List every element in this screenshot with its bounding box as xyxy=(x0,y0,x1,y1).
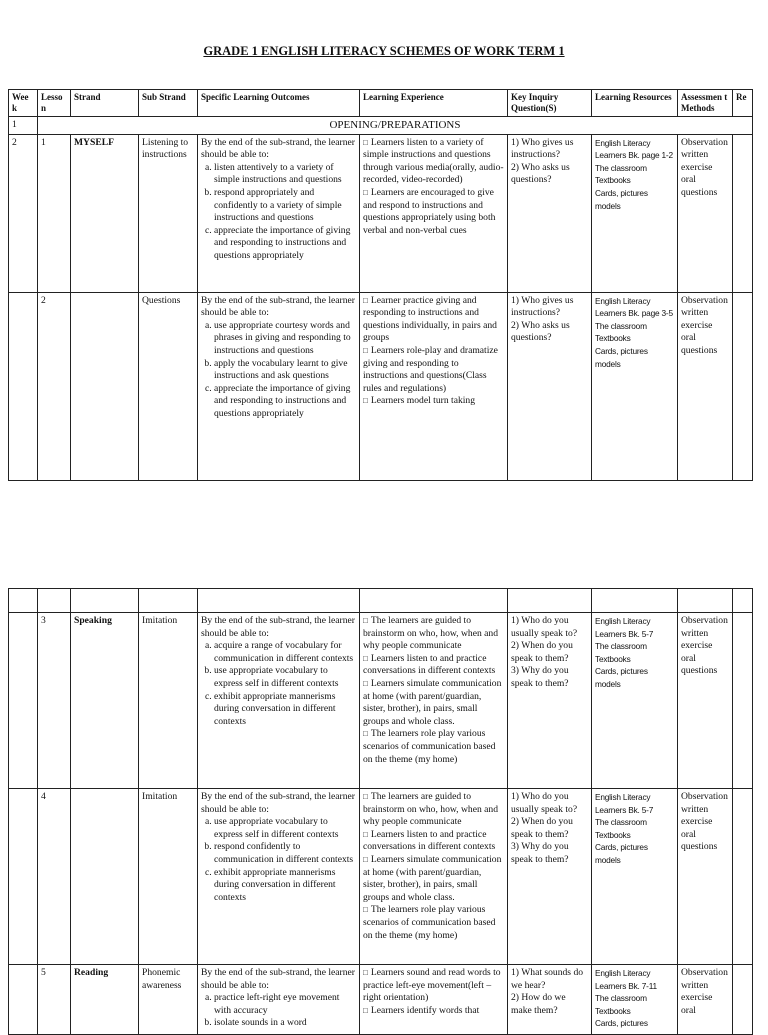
assessment-item: oral questions xyxy=(681,174,718,198)
cell-strand xyxy=(71,789,139,965)
cell-resources xyxy=(592,292,678,480)
cell-strand: Speaking xyxy=(71,613,139,789)
resource-item: English Literacy Learners Bk. page 3-5 xyxy=(595,295,673,319)
cell-lesson: 4 xyxy=(38,789,71,965)
cell-lesson: 2 xyxy=(38,292,71,480)
experience-item: □ Learners identify words that xyxy=(363,1005,504,1018)
resource-item: English Literacy Learners Bk. 7-11 xyxy=(595,968,657,991)
resource-item: Textbooks xyxy=(595,333,631,344)
header-strand: Strand xyxy=(71,90,139,117)
resource-item: English Literacy Learners Bk. 5-7 xyxy=(595,616,654,639)
experience-item: □ Learner practice giving and responding to instructions and questions individually, in pairs and groups xyxy=(363,295,504,345)
experience-item: □ The learners role play various scenarios of communication based on the theme (my home) xyxy=(363,904,504,942)
outcome-item: b. respond appropriately and confidently to a variety of simple instructions and questions xyxy=(214,187,356,225)
resource-item: Textbooks xyxy=(595,653,631,664)
assessment-item: Observation xyxy=(681,136,728,148)
resource-item: The classroom xyxy=(595,817,647,828)
outcome-item: c. appreciate the importance of giving and responding to instructions and questions appropriately xyxy=(214,225,356,263)
header-assessment: Assessmen t Methods xyxy=(678,90,733,117)
header-questions: Key Inquiry Question(S) xyxy=(508,90,592,117)
outcomes-intro: By the end of the sub-strand, the learner should be able to: xyxy=(201,791,355,815)
cell-remarks xyxy=(733,292,753,480)
experience-item: □ The learners are guided to brainstorm on who, how, when and why people communicate xyxy=(363,791,504,829)
cell-week xyxy=(9,292,38,480)
table-row xyxy=(9,613,753,789)
table-row xyxy=(9,965,753,1035)
outcome-item: b. use appropriate vocabulary to express self in different contexts xyxy=(214,665,356,690)
cell-assessment xyxy=(678,134,733,292)
outcome-item: c. exhibit appropriate mannerisms during conversation in different contexts xyxy=(214,691,356,729)
resource-item: The classroom xyxy=(595,162,647,173)
outcomes-list xyxy=(201,162,356,263)
cell-remarks xyxy=(733,965,753,1035)
outcomes-intro: By the end of the sub-strand, the learner should be able to: xyxy=(201,294,355,319)
cell-remarks xyxy=(733,134,753,292)
assessment-item: written exercise xyxy=(681,803,713,828)
resource-item: Cards, pictures models xyxy=(595,345,648,369)
cell-questions xyxy=(508,292,592,480)
resource-item: English Literacy Learners Bk. page 1-2 xyxy=(595,137,673,161)
experience-item: □ Learners simulate communication at home (with parent/guardian, sister, brother), in pairs, small groups and whole class. xyxy=(363,854,504,904)
assessment-item: Observation xyxy=(681,967,728,978)
outcome-item: b. respond confidently to communication in different contexts xyxy=(214,841,356,866)
cell-questions xyxy=(508,965,592,1035)
outcome-item: a. acquire a range of vocabulary for communication in different contexts xyxy=(214,640,356,665)
experience-item: □ Learners listen to a variety of simple instructions and questions through various media(orally, audio-recorded, video-recorded) xyxy=(363,137,504,187)
assessment-item: written exercise xyxy=(681,627,713,652)
question-item: 2) Who asks us questions? xyxy=(511,161,570,186)
assessment-item: written exercise xyxy=(681,149,713,173)
experience-item: □ Learners model turn taking xyxy=(363,395,504,408)
header-substrand: Sub Strand xyxy=(139,90,198,117)
schemes-table-page-2 xyxy=(8,588,753,1035)
blank-header-row xyxy=(9,589,753,613)
assessment-item: oral xyxy=(681,1004,696,1016)
resource-item: Textbooks xyxy=(595,1005,631,1016)
question-item: 2) When do you speak to them? xyxy=(511,640,573,664)
question-item: 1) Who gives us instructions? xyxy=(511,294,574,319)
experience-item: □ Learners are encouraged to give and respond to instructions and questions appropriately using both verbal and non-verbal cues xyxy=(363,187,504,237)
cell-week: 2 xyxy=(9,134,38,292)
experience-item: □ Learners listen to and practice conversations in different contexts xyxy=(363,653,504,678)
outcome-item: b. apply the vocabulary learnt to give instructions and ask questions xyxy=(214,358,356,383)
cell-experience xyxy=(360,789,508,965)
question-item: 3) Why do you speak to them? xyxy=(511,665,569,689)
header-outcomes: Specific Learning Outcomes xyxy=(198,90,360,117)
question-item: 3) Why do you speak to them? xyxy=(511,841,569,865)
assessment-item: oral questions xyxy=(681,828,718,853)
resource-item: Cards, pictures models xyxy=(595,842,648,865)
cell-remarks xyxy=(733,789,753,965)
page-title: GRADE 1 ENGLISH LITERACY SCHEMES OF WORK TERM 1 xyxy=(203,44,565,58)
resource-item: Cards, pictures xyxy=(595,1018,648,1029)
cell-experience xyxy=(360,965,508,1035)
header-week: Wee k xyxy=(9,90,38,117)
cell-strand: Reading xyxy=(71,965,139,1035)
cell-substrand: Imitation xyxy=(139,789,198,965)
cell-week: 1 xyxy=(9,117,38,135)
resource-item: The classroom xyxy=(595,641,647,652)
cell-strand: MYSELF xyxy=(71,134,139,292)
question-item: 2) When do you speak to them? xyxy=(511,816,573,840)
cell-questions xyxy=(508,789,592,965)
cell-outcomes xyxy=(198,134,360,292)
cell-assessment xyxy=(678,965,733,1035)
cell-assessment xyxy=(678,613,733,789)
resource-item: Textbooks xyxy=(595,175,631,186)
cell-lesson: 1 xyxy=(38,134,71,292)
question-item: 1) Who do you usually speak to? xyxy=(511,791,578,815)
cell-resources xyxy=(592,134,678,292)
outcome-item: b. isolate sounds in a word xyxy=(214,1017,356,1030)
cell-resources xyxy=(592,789,678,965)
outcome-item: c. appreciate the importance of giving and responding to instructions and questions appropriately xyxy=(214,383,356,421)
assessment-item: Observation xyxy=(681,791,728,802)
cell-week xyxy=(9,965,38,1035)
resource-item: Textbooks xyxy=(595,829,631,840)
cell-outcomes xyxy=(198,789,360,965)
cell-outcomes xyxy=(198,292,360,480)
experience-item: □ The learners are guided to brainstorm on who, how, when and why people communicate xyxy=(363,615,504,653)
assessment-item: written exercise xyxy=(681,307,713,331)
experience-item: □ The learners role play various scenarios of communication based on the theme (my home) xyxy=(363,728,504,766)
cell-experience xyxy=(360,292,508,480)
header-experience: Learning Experience xyxy=(360,90,508,117)
header-lesson: Lesso n xyxy=(38,90,71,117)
cell-week xyxy=(9,789,38,965)
assessment-item: oral questions xyxy=(681,652,718,677)
table-row xyxy=(9,134,753,292)
assessment-item: Observation xyxy=(681,615,728,626)
cell-substrand: Questions xyxy=(139,292,198,480)
resource-item: Cards, pictures models xyxy=(595,187,648,211)
outcome-item: a. use appropriate vocabulary to express self in different contexts xyxy=(214,816,356,841)
cell-lesson: 3 xyxy=(38,613,71,789)
outcomes-list xyxy=(201,640,356,728)
assessment-item: written exercise xyxy=(681,979,713,1004)
outcome-item: a. listen attentively to a variety of simple instructions and questions xyxy=(214,162,356,187)
opening-row xyxy=(9,117,753,135)
outcome-item: a. practice left-right eye movement with accuracy xyxy=(214,992,356,1017)
cell-resources xyxy=(592,965,678,1035)
outcomes-intro: By the end of the sub-strand, the learner should be able to: xyxy=(201,136,355,161)
cell-experience xyxy=(360,134,508,292)
outcome-item: a. use appropriate courtesy words and phrases in giving and responding to instructions and questions xyxy=(214,320,356,358)
outcomes-list xyxy=(201,816,356,904)
outcomes-list xyxy=(201,992,356,1030)
outcomes-list xyxy=(201,320,356,421)
experience-item: □ Learners role-play and dramatize giving and responding to instructions and questions(Class rules and regulations) xyxy=(363,345,504,395)
cell-strand xyxy=(71,292,139,480)
cell-assessment xyxy=(678,292,733,480)
question-item: 1) What sounds do we hear? xyxy=(511,967,584,991)
header-resources: Learning Resources xyxy=(592,90,678,117)
header-remarks: Re xyxy=(733,90,753,117)
outcome-item: c. exhibit appropriate mannerisms during conversation in different contexts xyxy=(214,867,356,905)
cell-outcomes xyxy=(198,965,360,1035)
cell-experience xyxy=(360,613,508,789)
cell-substrand: Listening to instructions xyxy=(139,134,198,292)
cell-outcomes xyxy=(198,613,360,789)
cell-lesson: 5 xyxy=(38,965,71,1035)
assessment-item: oral questions xyxy=(681,332,718,356)
question-item: 1) Who gives us instructions? xyxy=(511,136,574,161)
resource-item: Cards, pictures models xyxy=(595,666,648,689)
experience-item: □ Learners sound and read words to practice left-eye movement(left –right orientation) xyxy=(363,967,504,1005)
cell-resources xyxy=(592,613,678,789)
opening-cell: OPENING/PREPARATIONS xyxy=(38,117,753,135)
resource-item: The classroom xyxy=(595,993,647,1004)
experience-item: □ Learners simulate communication at home (with parent/guardian, sister, brother), in pairs, small groups and whole class. xyxy=(363,678,504,728)
resource-item: The classroom xyxy=(595,320,647,331)
table-row xyxy=(9,292,753,480)
cell-week xyxy=(9,613,38,789)
cell-assessment xyxy=(678,789,733,965)
schemes-table-page-1 xyxy=(8,89,753,481)
resource-item: English Literacy Learners Bk. 5-7 xyxy=(595,792,654,815)
assessment-item: Observation xyxy=(681,294,728,306)
cell-remarks xyxy=(733,613,753,789)
cell-substrand: Phonemic awareness xyxy=(139,965,198,1035)
cell-questions xyxy=(508,134,592,292)
question-item: 2) How do we make them? xyxy=(511,992,566,1016)
outcomes-intro: By the end of the sub-strand, the learner should be able to: xyxy=(201,967,355,991)
header-row xyxy=(9,90,753,117)
question-item: 1) Who do you usually speak to? xyxy=(511,615,578,639)
experience-item: □ Learners listen to and practice conversations in different contexts xyxy=(363,829,504,854)
cell-questions xyxy=(508,613,592,789)
cell-substrand: Imitation xyxy=(139,613,198,789)
table-row xyxy=(9,789,753,965)
question-item: 2) Who asks us questions? xyxy=(511,319,570,344)
outcomes-intro: By the end of the sub-strand, the learner should be able to: xyxy=(201,615,355,639)
